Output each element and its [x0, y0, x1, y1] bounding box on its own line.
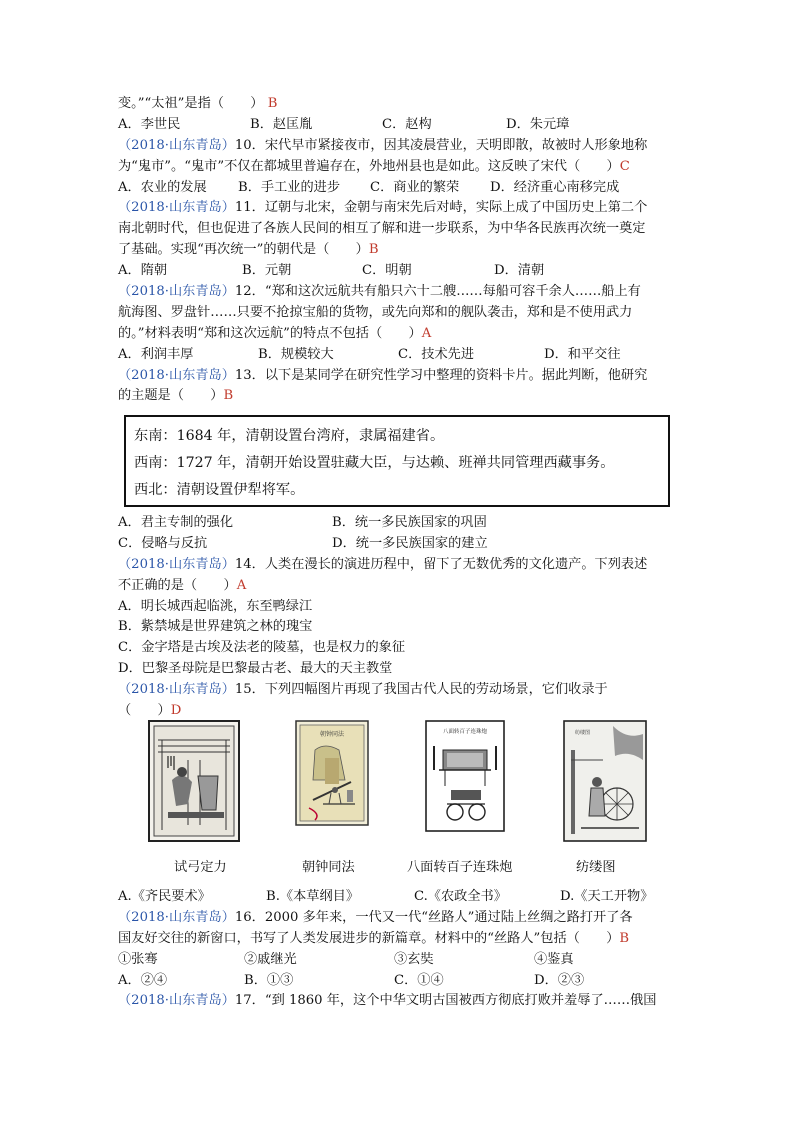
q16-stem: （2018·山东青岛）16．2000 多年来，一代又一代“丝路人”通过陆上丝绸之路打开了各 [118, 909, 633, 925]
q16-source: （2018·山东青岛） [118, 909, 235, 925]
option-a: A.《齐民要术》 [118, 889, 211, 904]
card-line-southwest: 西南：1727 年，清朝开始设置驻藏大臣，与达赖、班禅共同管理西藏事务。 [134, 455, 615, 471]
q13-options-row2 [118, 534, 678, 555]
caption-bell-casting: 朝钟同法 [302, 860, 355, 875]
option-b: B.《本草纲目》 [266, 889, 360, 904]
q12-answer: A [421, 325, 432, 341]
q14-answer: A [236, 577, 247, 593]
option-b: B．紫禁城是世界建筑之林的瑰宝 [118, 619, 313, 635]
exam-page-cont [118, 513, 678, 722]
option-c: C．侵略与反抗 [118, 535, 208, 551]
option-a: A．利润丰厚 [118, 346, 194, 362]
item-2: ②戚继光 [244, 951, 297, 967]
option-a: A．②④ [118, 972, 168, 988]
option-c: C．明朝 [362, 263, 412, 279]
option-c: C．①④ [394, 972, 444, 988]
q15-answer: D [170, 703, 182, 719]
q13-source: （2018·山东青岛） [118, 367, 235, 383]
option-d: D．朱元璋 [506, 116, 570, 132]
q11-source: （2018·山东青岛） [118, 200, 235, 216]
item-4: ④鉴真 [534, 951, 574, 967]
q10-stem: （2018·山东青岛）10．宋代早市紧接夜市，因其凌晨营业，天明即散，故被时人形象地称 [118, 137, 648, 153]
q15-pictures [118, 720, 678, 890]
q11-stem-3: 了基础。实现“再次统一”的朝代是（ ）B [118, 242, 379, 258]
option-c: C.《农政全书》 [414, 889, 507, 904]
q15-stem-2: （ ）D [118, 703, 182, 719]
q12-options [118, 345, 678, 366]
picture-cannon [425, 720, 505, 832]
q9-options [118, 115, 678, 136]
q15-source: （2018·山东青岛） [118, 682, 235, 698]
option-c: C．金字塔是古埃及法老的陵墓，也是权力的象征 [118, 640, 406, 656]
option-d: D．和平交往 [544, 346, 621, 362]
q14-source: （2018·山东青岛） [118, 556, 235, 572]
q11-stem: （2018·山东青岛）11．辽朝与北宋，金朝与南宋先后对峙，实际上成了中国历史上第二个 [118, 200, 648, 216]
option-d: D．经济重心南移完成 [490, 179, 620, 195]
q9-answer: B [267, 96, 278, 111]
q13-options-row1 [118, 513, 678, 534]
option-d: D．清朝 [494, 263, 545, 279]
q13-data-card [124, 415, 670, 507]
q11-options [118, 261, 678, 282]
option-b: B．元朝 [242, 263, 292, 279]
caption-test-bow: 试弓定力 [174, 860, 227, 875]
q10-options [118, 178, 678, 199]
option-b: B．赵匡胤 [250, 116, 313, 132]
option-b: B．手工业的进步 [238, 179, 341, 195]
q14-stem: （2018·山东青岛）14．人类在漫长的演进历程中，留下了无数优秀的文化遗产。下列表述 [118, 556, 648, 572]
pic4-title: 纺缕图 [575, 730, 591, 736]
q13-stem-2: 的主题是（ ）B [118, 388, 234, 404]
picture-bell-casting [295, 720, 369, 826]
option-a: A．农业的发展 [118, 179, 207, 195]
pic2-title: 朝钟同法 [319, 731, 345, 738]
q15-stem: （2018·山东青岛）15．下列四幅图片再现了我国古代人民的劳动场景，它们收录于 [118, 682, 608, 698]
caption-spinning: 纺缕图 [576, 860, 616, 875]
q16-answer: B [619, 930, 630, 946]
option-a: A．明长城西起临洮，东至鸭绿江 [118, 598, 313, 614]
option-b: B．统一多民族国家的巩固 [332, 515, 487, 530]
option-c: C．赵构 [382, 116, 432, 132]
card-line-northwest: 西北：清朝设置伊犁将军。 [134, 482, 305, 498]
q12-stem: （2018·山东青岛）12．“郑和这次远航共有船只六十二艘……每船可容千余人……船上有 [118, 284, 641, 300]
option-a: A．隋朝 [118, 263, 168, 279]
q16-items [118, 950, 678, 971]
q13-stem: （2018·山东青岛）13．以下是某同学在研究性学习中整理的资料卡片。据此判断，他研究 [118, 367, 648, 383]
item-3: ③玄奘 [394, 951, 434, 967]
q9-stem-tail: 变。”“太祖”是指（ ） B [118, 96, 278, 111]
option-d: D．②③ [534, 972, 585, 988]
pic3-title: 八面转百子连珠炮 [442, 729, 488, 735]
q11-answer: B [368, 242, 379, 258]
caption-cannon: 八面转百子连珠炮 [407, 860, 513, 875]
q10-source: （2018·山东青岛） [118, 137, 235, 153]
option-c: C．商业的繁荣 [370, 179, 460, 195]
q15-options [118, 887, 678, 908]
q16-options [118, 971, 678, 992]
q10-stem-2: 为“鬼市”。“鬼市”不仅在都城里普遍存在，外地州县也是如此。这反映了宋代（ ）C [118, 158, 630, 174]
option-a: A．李世民 [118, 116, 181, 132]
q13-answer: B [223, 388, 234, 404]
option-b: B．规模较大 [258, 346, 334, 362]
q17-source: （2018·山东青岛） [118, 993, 235, 1009]
exam-page [118, 94, 678, 407]
q11-stem-2: 南北朝时代，但也促进了各族人民间的相互了解和进一步联系，为中华各民族再次统一奠定 [118, 221, 646, 237]
picture-spinning [563, 720, 647, 842]
q10-answer: C [619, 158, 630, 174]
option-a: A．君主专制的强化 [118, 515, 234, 530]
picture-test-bow [148, 720, 240, 842]
q12-stem-3: 的。”材料表明“郑和这次远航”的特点不包括（ ）A [118, 325, 432, 341]
option-d: D．统一多民族国家的建立 [332, 535, 488, 551]
card-line-southeast: 东南：1684 年，清朝设置台湾府，隶属福建省。 [134, 428, 445, 444]
q12-source: （2018·山东青岛） [118, 284, 235, 300]
option-c: C．技术先进 [398, 346, 475, 362]
item-1: ①张骞 [118, 951, 158, 967]
option-b: B．①③ [244, 972, 294, 988]
q14-stem-2: 不正确的是（ ）A [118, 577, 247, 593]
option-d: D.《天工开物》 [560, 889, 654, 904]
q16-stem-2: 国友好交往的新窗口，书写了人类发展进步的新篇章。材料中的“丝路人”包括（ ）B [118, 930, 630, 946]
q12-stem-2: 航海图、罗盘针……只要不抢掠宝船的货物，或先向郑和的舰队袭击，郑和是不使用武力 [118, 304, 633, 320]
exam-page-end [118, 887, 678, 1012]
q17-stem: （2018·山东青岛）17．“到 1860 年，这个中华文明古国被西方彻底打败并羞辱了……俄国 [118, 993, 657, 1009]
option-d: D．巴黎圣母院是巴黎最古老、最大的天主教堂 [118, 661, 393, 677]
